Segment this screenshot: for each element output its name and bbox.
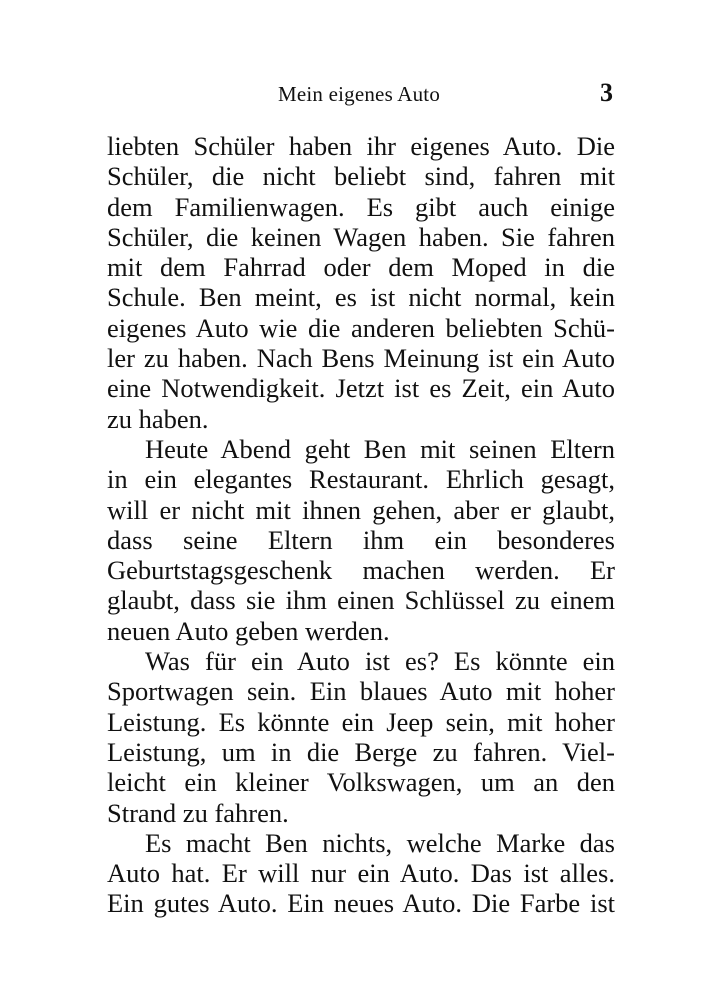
text-line: Auto hat. Er will nur ein Auto. Das ist alles. (107, 858, 615, 889)
text-line: leicht ein kleiner Volkswagen, um an den (107, 767, 615, 798)
text-line: Geburtstagsgeschenk machen werden. Er (107, 555, 615, 586)
text-line: mit dem Fahrrad oder dem Moped in die (107, 252, 615, 283)
text-line: Schule. Ben meint, es ist nicht normal, kein (107, 282, 615, 313)
text-line: eine Notwendigkeit. Jetzt ist es Zeit, ein Auto (107, 373, 615, 404)
text-line: ler zu haben. Nach Bens Meinung ist ein Auto (107, 343, 615, 374)
body-text (107, 131, 615, 919)
text-line: liebten Schüler haben ihr eigenes Auto. Die (107, 131, 615, 161)
text-line: Leistung. Es könnte ein Jeep sein, mit hoher (107, 706, 615, 737)
text-line: Schüler, die nicht beliebt sind, fahren mit (107, 161, 615, 192)
text-line: eigenes Auto wie die anderen beliebten Schü- (107, 312, 615, 343)
text-line: Strand zu fahren. (107, 797, 289, 828)
paragraph-1 (107, 131, 615, 434)
paragraph-3 (107, 646, 615, 828)
text-line: Es macht Ben nichts, welche Marke das (145, 827, 615, 858)
text-line: zu haben. (107, 403, 209, 434)
text-line: Heute Abend geht Ben mit seinen Eltern (145, 433, 615, 464)
text-line: Was für ein Auto ist es? Es könnte ein (145, 646, 615, 677)
text-line: Schüler, die keinen Wagen haben. Sie fahren (107, 221, 615, 252)
text-line: Ein gutes Auto. Ein neues Auto. Die Farbe ist (107, 888, 615, 919)
text-line: in ein elegantes Restaurant. Ehrlich gesagt, (107, 464, 615, 495)
page-number: 3 (600, 78, 613, 107)
text-line: glaubt, dass sie ihm einen Schlüssel zu einem (107, 585, 615, 616)
text-line: will er nicht mit ihnen gehen, aber er glaubt, (107, 494, 615, 525)
paragraph-4 (107, 828, 615, 919)
text-line: dem Familienwagen. Es gibt auch einige (107, 191, 615, 222)
text-line: Sportwagen sein. Ein blaues Auto mit hoher (107, 676, 615, 707)
running-title: Mein eigenes Auto (278, 82, 441, 106)
text-line: Leistung, um in die Berge zu fahren. Viel- (107, 736, 615, 767)
text-line: neuen Auto geben werden. (107, 615, 390, 646)
text-line: dass seine Eltern ihm ein besonderes (107, 524, 615, 555)
page-header (0, 78, 701, 118)
paragraph-2 (107, 434, 615, 646)
